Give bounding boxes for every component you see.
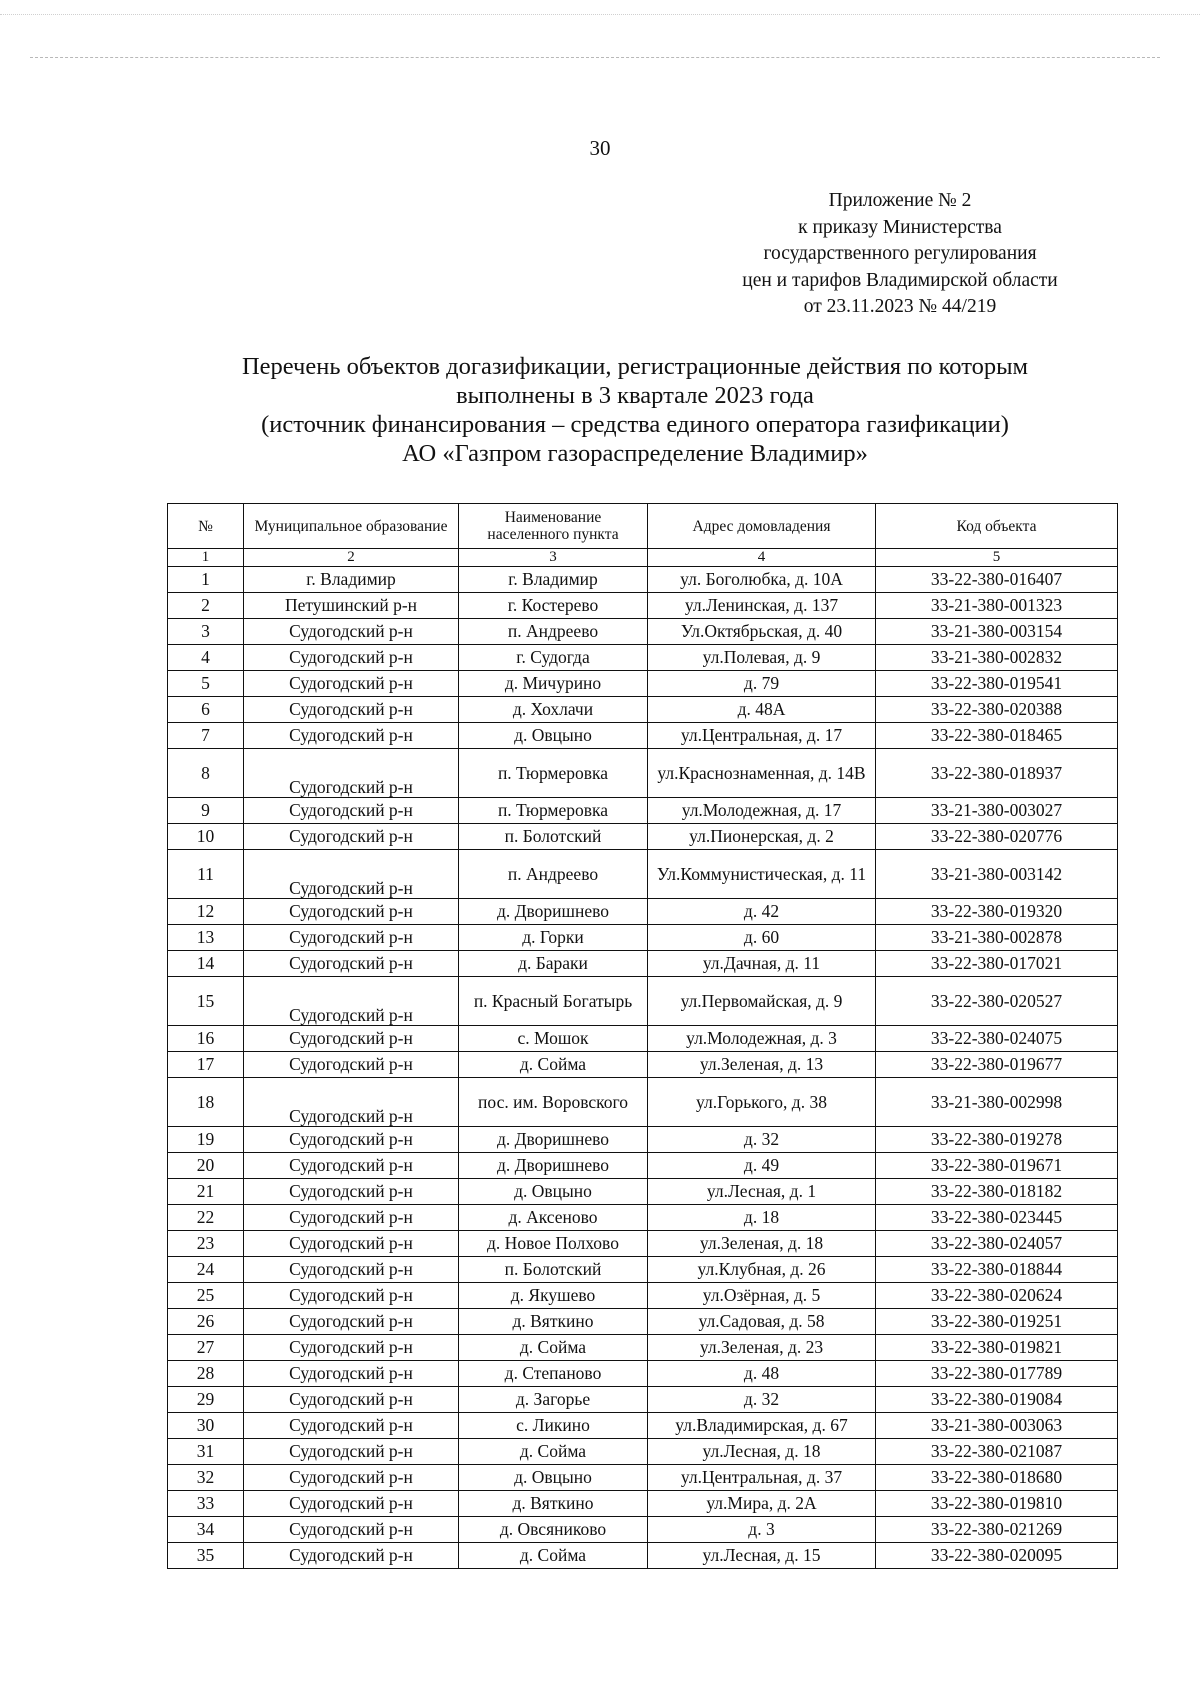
table-row [168, 798, 1118, 824]
locality: д. Бараки [459, 951, 648, 977]
address: ул.Молодежная, д. 17 [648, 798, 876, 824]
locality: д. Сойма [459, 1543, 648, 1569]
table-row [168, 1078, 1118, 1127]
address: д. 32 [648, 1387, 876, 1413]
table-row [168, 1465, 1118, 1491]
object-code: 33-22-380-020527 [876, 977, 1118, 1026]
locality: д. Овцыно [459, 1179, 648, 1205]
table-row [168, 1052, 1118, 1078]
table-body [168, 567, 1118, 1569]
object-code: 33-22-380-024075 [876, 1026, 1118, 1052]
appendix-line: государственного регулирования [763, 243, 1037, 264]
object-code: 33-22-380-019251 [876, 1309, 1118, 1335]
object-code: 33-22-380-020624 [876, 1283, 1118, 1309]
row-number: 23 [168, 1231, 244, 1257]
table-row [168, 824, 1118, 850]
municipality: Судогодский р-н [244, 1335, 459, 1361]
municipality: Судогодский р-н [244, 1517, 459, 1543]
address: ул.Горького, д. 38 [648, 1078, 876, 1127]
address: ул.Пионерская, д. 2 [648, 824, 876, 850]
municipality: Судогодский р-н [244, 697, 459, 723]
page-number: 30 [589, 136, 611, 160]
address: ул.Клубная, д. 26 [648, 1257, 876, 1283]
table-row [168, 1439, 1118, 1465]
address: Ул.Коммунистическая, д. 11 [648, 850, 876, 899]
address: ул.Молодежная, д. 3 [648, 1026, 876, 1052]
row-number: 31 [168, 1439, 244, 1465]
municipality: Судогодский р-н [244, 1052, 459, 1078]
row-number: 16 [168, 1026, 244, 1052]
row-number: 32 [168, 1465, 244, 1491]
table-row [168, 1205, 1118, 1231]
header-municipality: Муниципальное образование [244, 504, 459, 549]
row-number: 6 [168, 697, 244, 723]
municipality: Судогодский р-н [244, 1309, 459, 1335]
row-number: 10 [168, 824, 244, 850]
locality: п. Андреево [459, 850, 648, 899]
municipality: Судогодский р-н [244, 619, 459, 645]
table-row [168, 899, 1118, 925]
object-code: 33-22-380-019821 [876, 1335, 1118, 1361]
table-row [168, 977, 1118, 1026]
table-row [168, 1026, 1118, 1052]
object-code: 33-22-380-019677 [876, 1052, 1118, 1078]
locality: д. Якушево [459, 1283, 648, 1309]
locality: д. Дворишнево [459, 899, 648, 925]
object-code: 33-22-380-019320 [876, 899, 1118, 925]
table-row [168, 1543, 1118, 1569]
locality: д. Вяткино [459, 1491, 648, 1517]
table-row [168, 1335, 1118, 1361]
appendix-block [720, 188, 1080, 321]
object-code: 33-21-380-002878 [876, 925, 1118, 951]
address: ул.Зеленая, д. 23 [648, 1335, 876, 1361]
municipality: Судогодский р-н [244, 977, 459, 1026]
column-number-row [168, 549, 1118, 567]
object-code: 33-22-380-019671 [876, 1153, 1118, 1179]
object-code: 33-21-380-003154 [876, 619, 1118, 645]
row-number: 7 [168, 723, 244, 749]
object-code: 33-22-380-018844 [876, 1257, 1118, 1283]
locality: д. Овсяниково [459, 1517, 648, 1543]
municipality: Судогодский р-н [244, 1127, 459, 1153]
row-number: 18 [168, 1078, 244, 1127]
table-row [168, 850, 1118, 899]
address: ул.Полевая, д. 9 [648, 645, 876, 671]
municipality: Судогодский р-н [244, 1231, 459, 1257]
row-number: 3 [168, 619, 244, 645]
object-code: 33-22-380-018182 [876, 1179, 1118, 1205]
address: д. 48А [648, 697, 876, 723]
table-row [168, 925, 1118, 951]
municipality: Судогодский р-н [244, 1413, 459, 1439]
table-row [168, 1179, 1118, 1205]
municipality: Судогодский р-н [244, 1026, 459, 1052]
address: ул. Боголюбка, д. 10А [648, 567, 876, 593]
table-row [168, 1153, 1118, 1179]
locality: д. Дворишнево [459, 1127, 648, 1153]
object-code: 33-22-380-019278 [876, 1127, 1118, 1153]
document-title [160, 352, 1110, 468]
header-address: Адрес домовладения [648, 504, 876, 549]
row-number: 21 [168, 1179, 244, 1205]
municipality: Судогодский р-н [244, 1257, 459, 1283]
municipality: Судогодский р-н [244, 1179, 459, 1205]
table-row [168, 951, 1118, 977]
municipality: Судогодский р-н [244, 1465, 459, 1491]
locality: пос. им. Воровского [459, 1078, 648, 1127]
appendix-line: Приложение № 2 [828, 190, 972, 211]
locality: д. Аксеново [459, 1205, 648, 1231]
locality: д. Новое Полхово [459, 1231, 648, 1257]
object-code: 33-22-380-016407 [876, 567, 1118, 593]
title-line: (источник финансирования – средства единого оператора газификации) [261, 411, 1009, 438]
locality: д. Мичурино [459, 671, 648, 697]
object-code: 33-21-380-003063 [876, 1413, 1118, 1439]
municipality: Судогодский р-н [244, 824, 459, 850]
address: ул.Лесная, д. 1 [648, 1179, 876, 1205]
table-row [168, 567, 1118, 593]
municipality: Судогодский р-н [244, 1283, 459, 1309]
municipality: Судогодский р-н [244, 1078, 459, 1127]
object-code: 33-22-380-020095 [876, 1543, 1118, 1569]
object-code: 33-22-380-018465 [876, 723, 1118, 749]
address: ул.Центральная, д. 17 [648, 723, 876, 749]
municipality: Судогодский р-н [244, 925, 459, 951]
column-number: 3 [459, 549, 648, 567]
object-code: 33-22-380-023445 [876, 1205, 1118, 1231]
address: д. 79 [648, 671, 876, 697]
address: д. 42 [648, 899, 876, 925]
locality: с. Мошок [459, 1026, 648, 1052]
address: д. 48 [648, 1361, 876, 1387]
title-line: выполнены в 3 квартале 2023 года [456, 382, 814, 409]
address: ул.Первомайская, д. 9 [648, 977, 876, 1026]
row-number: 19 [168, 1127, 244, 1153]
address: ул.Зеленая, д. 13 [648, 1052, 876, 1078]
table-row [168, 619, 1118, 645]
locality: п. Красный Богатырь [459, 977, 648, 1026]
object-code: 33-21-380-003027 [876, 798, 1118, 824]
municipality: Судогодский р-н [244, 1205, 459, 1231]
table-row [168, 1283, 1118, 1309]
municipality: Судогодский р-н [244, 1491, 459, 1517]
appendix-line: от 23.11.2023 № 44/219 [803, 296, 997, 317]
appendix-line: цен и тарифов Владимирской области [742, 269, 1058, 291]
locality: г. Владимир [459, 567, 648, 593]
municipality: Судогодский р-н [244, 899, 459, 925]
address: д. 18 [648, 1205, 876, 1231]
row-number: 9 [168, 798, 244, 824]
row-number: 27 [168, 1335, 244, 1361]
column-number: 2 [244, 549, 459, 567]
municipality: Судогодский р-н [244, 1543, 459, 1569]
municipality: г. Владимир [244, 567, 459, 593]
address: ул.Лесная, д. 15 [648, 1543, 876, 1569]
municipality: Судогодский р-н [244, 951, 459, 977]
object-code: 33-22-380-020776 [876, 824, 1118, 850]
object-code: 33-21-380-002998 [876, 1078, 1118, 1127]
table-row [168, 1517, 1118, 1543]
municipality: Петушинский р-н [244, 593, 459, 619]
locality: г. Судогда [459, 645, 648, 671]
table-row [168, 723, 1118, 749]
row-number: 2 [168, 593, 244, 619]
locality: д. Сойма [459, 1335, 648, 1361]
municipality: Судогодский р-н [244, 1361, 459, 1387]
row-number: 12 [168, 899, 244, 925]
row-number: 29 [168, 1387, 244, 1413]
object-code: 33-22-380-021087 [876, 1439, 1118, 1465]
table-row [168, 1491, 1118, 1517]
locality: д. Сойма [459, 1439, 648, 1465]
header-object-code: Код объекта [876, 504, 1118, 549]
locality: д. Дворишнево [459, 1153, 648, 1179]
address: ул.Мира, д. 2А [648, 1491, 876, 1517]
municipality: Судогодский р-н [244, 850, 459, 899]
table-row [168, 645, 1118, 671]
appendix-line: к приказу Министерства [798, 216, 1002, 238]
municipality: Судогодский р-н [244, 1153, 459, 1179]
scan-artifact [30, 57, 1160, 58]
table-row [168, 1413, 1118, 1439]
table-header-row [168, 504, 1118, 549]
locality: д. Сойма [459, 1052, 648, 1078]
locality: д. Горки [459, 925, 648, 951]
row-number: 34 [168, 1517, 244, 1543]
table-row [168, 1127, 1118, 1153]
table-row [168, 1231, 1118, 1257]
object-code: 33-22-380-019810 [876, 1491, 1118, 1517]
row-number: 8 [168, 749, 244, 798]
scan-artifact [0, 14, 1200, 15]
address: Ул.Октябрьская, д. 40 [648, 619, 876, 645]
locality: д. Овцыно [459, 1465, 648, 1491]
municipality: Судогодский р-н [244, 645, 459, 671]
locality: п. Тюрмеровка [459, 798, 648, 824]
row-number: 25 [168, 1283, 244, 1309]
row-number: 35 [168, 1543, 244, 1569]
locality: п. Болотский [459, 1257, 648, 1283]
row-number: 4 [168, 645, 244, 671]
address: ул.Озёрная, д. 5 [648, 1283, 876, 1309]
locality: д. Овцыно [459, 723, 648, 749]
address: ул.Лесная, д. 18 [648, 1439, 876, 1465]
row-number: 22 [168, 1205, 244, 1231]
table-row [168, 1387, 1118, 1413]
objects-table [167, 503, 1118, 1569]
row-number: 14 [168, 951, 244, 977]
address: ул.Центральная, д. 37 [648, 1465, 876, 1491]
address: ул.Владимирская, д. 67 [648, 1413, 876, 1439]
row-number: 28 [168, 1361, 244, 1387]
row-number: 5 [168, 671, 244, 697]
object-code: 33-22-380-019084 [876, 1387, 1118, 1413]
object-code: 33-22-380-020388 [876, 697, 1118, 723]
column-number: 1 [168, 549, 244, 567]
row-number: 30 [168, 1413, 244, 1439]
row-number: 20 [168, 1153, 244, 1179]
municipality: Судогодский р-н [244, 798, 459, 824]
municipality: Судогодский р-н [244, 723, 459, 749]
locality: п. Болотский [459, 824, 648, 850]
locality: г. Костерево [459, 593, 648, 619]
address: д. 49 [648, 1153, 876, 1179]
object-code: 33-22-380-017789 [876, 1361, 1118, 1387]
object-code: 33-22-380-018937 [876, 749, 1118, 798]
object-code: 33-22-380-024057 [876, 1231, 1118, 1257]
column-number: 4 [648, 549, 876, 567]
column-number: 5 [876, 549, 1118, 567]
municipality: Судогодский р-н [244, 1439, 459, 1465]
municipality: Судогодский р-н [244, 749, 459, 798]
address: д. 3 [648, 1517, 876, 1543]
row-number: 33 [168, 1491, 244, 1517]
title-line: Перечень объектов догазификации, регистрационные действия по которым [241, 353, 1029, 380]
address: д. 60 [648, 925, 876, 951]
table-row [168, 697, 1118, 723]
object-code: 33-22-380-017021 [876, 951, 1118, 977]
table-row [168, 749, 1118, 798]
row-number: 15 [168, 977, 244, 1026]
locality: д. Вяткино [459, 1309, 648, 1335]
address: д. 32 [648, 1127, 876, 1153]
row-number: 17 [168, 1052, 244, 1078]
locality: с. Ликино [459, 1413, 648, 1439]
address: ул.Дачная, д. 11 [648, 951, 876, 977]
table-row [168, 671, 1118, 697]
municipality: Судогодский р-н [244, 671, 459, 697]
object-code: 33-21-380-001323 [876, 593, 1118, 619]
locality: п. Андреево [459, 619, 648, 645]
locality: п. Тюрмеровка [459, 749, 648, 798]
object-code: 33-22-380-019541 [876, 671, 1118, 697]
table-row [168, 1257, 1118, 1283]
row-number: 13 [168, 925, 244, 951]
title-line: АО «Газпром газораспределение Владимир» [402, 440, 868, 467]
address: ул.Ленинская, д. 137 [648, 593, 876, 619]
object-code: 33-21-380-002832 [876, 645, 1118, 671]
locality: д. Хохлачи [459, 697, 648, 723]
table-row [168, 593, 1118, 619]
row-number: 26 [168, 1309, 244, 1335]
municipality: Судогодский р-н [244, 1387, 459, 1413]
row-number: 1 [168, 567, 244, 593]
locality: д. Степаново [459, 1361, 648, 1387]
object-code: 33-22-380-018680 [876, 1465, 1118, 1491]
address: ул.Зеленая, д. 18 [648, 1231, 876, 1257]
table-row [168, 1309, 1118, 1335]
row-number: 11 [168, 850, 244, 899]
address: ул.Краснознаменная, д. 14В [648, 749, 876, 798]
address: ул.Садовая, д. 58 [648, 1309, 876, 1335]
header-locality: Наименование населенного пункта [459, 504, 648, 549]
row-number: 24 [168, 1257, 244, 1283]
object-code: 33-21-380-003142 [876, 850, 1118, 899]
locality: д. Загорье [459, 1387, 648, 1413]
table-row [168, 1361, 1118, 1387]
object-code: 33-22-380-021269 [876, 1517, 1118, 1543]
header-number: № [168, 504, 244, 549]
